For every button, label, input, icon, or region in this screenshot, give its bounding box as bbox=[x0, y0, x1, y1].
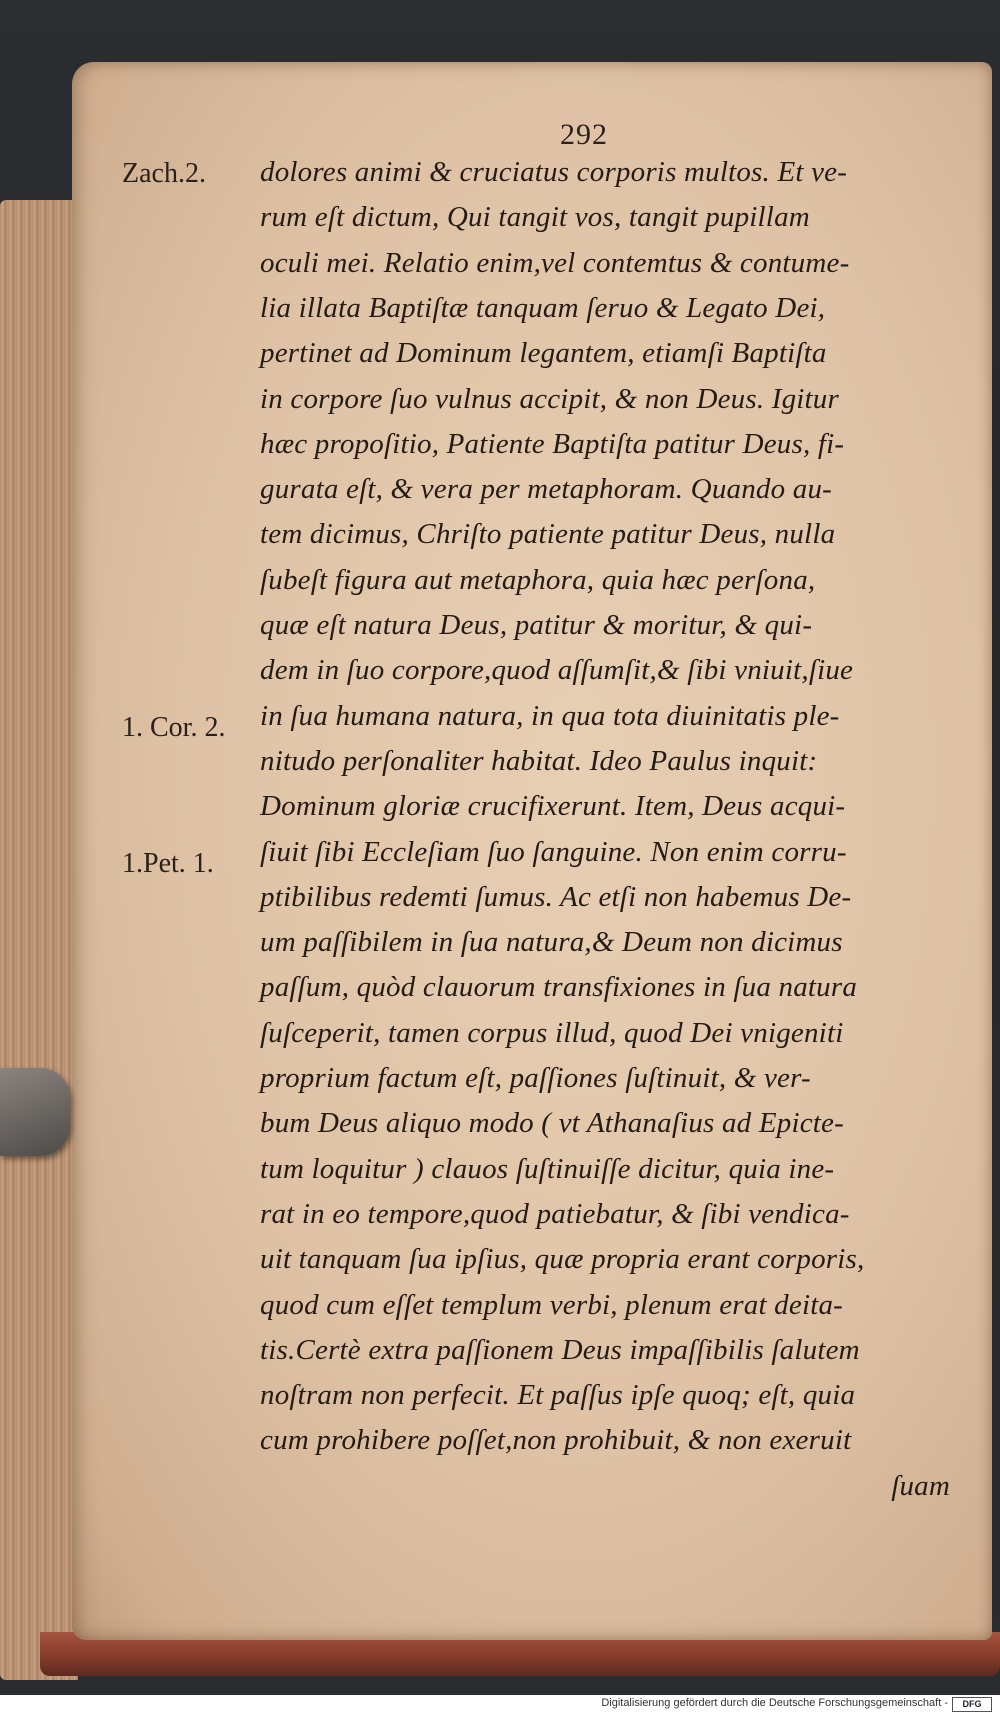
text-line: hæc propoſitio, Patiente Baptiſta patitur Deus, fi- bbox=[260, 428, 845, 460]
book-clip-icon bbox=[0, 1068, 70, 1156]
margin-note-cor: 1. Cor. 2. bbox=[122, 712, 226, 743]
margin-note-pet: 1.Pet. 1. bbox=[122, 848, 214, 879]
text-line: dem in ſuo corpore,quod aſſumſit,& ſibi vniuit,ſiue bbox=[260, 654, 854, 686]
text-line: quæ eſt natura Deus, patitur & moritur, & qui- bbox=[260, 609, 813, 641]
text-line: quod cum eſſet templum verbi, plenum erat deita- bbox=[260, 1289, 844, 1321]
text-line: cum prohibere poſſet,non prohibuit, & non exeruit bbox=[260, 1424, 852, 1456]
text-line: ſiuit ſibi Eccleſiam ſuo ſanguine. Non enim corru- bbox=[260, 836, 847, 868]
text-line: pertinet ad Dominum legantem, etiamſi Baptiſta bbox=[260, 337, 827, 369]
page-number: 292 bbox=[560, 118, 608, 151]
margin-note-zach: Zach.2. bbox=[122, 158, 206, 189]
text-line: proprium factum eſt, paſſiones ſuſtinuit, & ver- bbox=[260, 1062, 811, 1094]
catchword: ſuam bbox=[891, 1470, 950, 1502]
text-line: dolores animi & cruciatus corporis multos. Et ve- bbox=[260, 156, 848, 188]
text-line: ſuſceperit, tamen corpus illud, quod Dei vnigeniti bbox=[260, 1017, 844, 1049]
text-line: rum eſt dictum, Qui tangit vos, tangit pupillam bbox=[260, 201, 810, 233]
dfg-logo: DFG bbox=[952, 1697, 992, 1712]
book-page-edges bbox=[0, 200, 78, 1680]
text-line: lia illata Baptiſtæ tanquam ſeruo & Legato Dei, bbox=[260, 292, 826, 324]
text-line: ptibilibus redemti ſumus. Ac etſi non habemus De- bbox=[260, 881, 852, 913]
text-line: gurata eſt, & vera per metaphoram. Quando au- bbox=[260, 473, 833, 505]
text-line: oculi mei. Relatio enim,vel contemtus & contume- bbox=[260, 247, 850, 279]
text-line: uit tanquam ſua ipſius, quæ propria erant corporis, bbox=[260, 1243, 865, 1275]
text-line: in ſua humana natura, in qua tota diuinitatis ple- bbox=[260, 700, 840, 732]
text-line: tis.Certè extra paſſionem Deus impaſſibilis ſalutem bbox=[260, 1334, 860, 1366]
text-line: rat in eo tempore,quod patiebatur, & ſibi vendica- bbox=[260, 1198, 850, 1230]
text-line: paſſum, quòd clauorum transfixiones in ſua natura bbox=[260, 971, 858, 1003]
text-line: ſubeſt figura aut metaphora, quia hæc perſona, bbox=[260, 564, 816, 596]
text-line: bum Deus aliquo modo ( vt Athanaſius ad Epicte- bbox=[260, 1107, 844, 1139]
text-line: in corpore ſuo vulnus accipit, & non Deus. Igitur bbox=[260, 383, 839, 415]
text-line: Dominum gloriæ crucifixerunt. Item, Deus acqui- bbox=[260, 790, 846, 822]
footer-credit: Digitalisierung gefördert durch die Deutsche Forschungsgemeinschaft - bbox=[601, 1697, 948, 1709]
text-line: noſtram non perfecit. Et paſſus ipſe quoq; eſt, quia bbox=[260, 1379, 856, 1411]
text-line: um paſſibilem in ſua natura,& Deum non dicimus bbox=[260, 926, 843, 958]
text-line: tum loquitur ) clauos ſuſtinuiſſe dicitur, quia ine- bbox=[260, 1153, 835, 1185]
text-line: tem dicimus, Chriſto patiente patitur Deus, nulla bbox=[260, 518, 836, 550]
text-line: nitudo perſonaliter habitat. Ideo Paulus inquit: bbox=[260, 745, 818, 777]
